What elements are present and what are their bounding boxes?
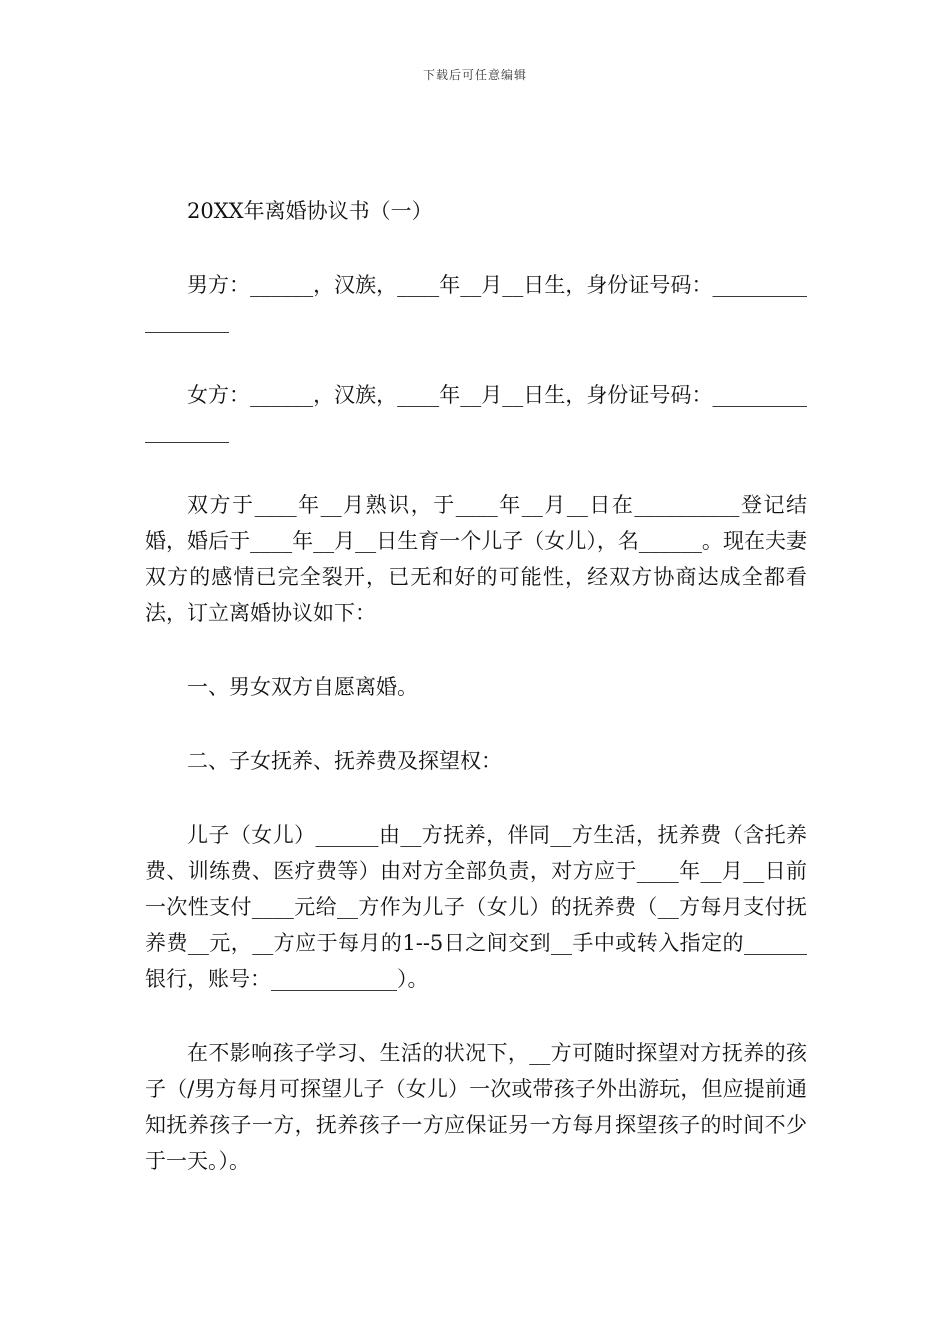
spacer [145,339,807,377]
spacer [145,779,807,817]
visitation-paragraph: 在不影响孩子学习、生活的状况下，__方可随时探望对方抚养的孩子（/男方每月可探望儿子（女儿）一次或带孩子外出游玩，但应提前通知抚养孩子一方，抚养孩子一方应保证另一方每月探望孩子的时间不少于一天。）。 [145,1041,807,1173]
document-body [145,193,807,1179]
spacer [145,229,807,267]
clause-one: 一、男女双方自愿离婚。 [187,675,418,699]
male-party-line: 男方：______，汉族，____年__月__日生，身份证号码：_________________ [145,273,807,333]
spacer [145,631,807,669]
spacer [145,705,807,743]
intro-paragraph: 双方于____年__月熟识，于____年__月__日在__________登记结婚，婚后于____年__月__日生育一个儿子（女儿），名______。现在夫妻双方的感情已完全裂开，已无和好的可能性，经双方协商达成全都看法，订立离婚协议如下： [145,493,807,625]
spacer [145,449,807,487]
clause-two: 二、子女抚养、抚养费及探望权： [187,749,502,773]
female-party-line: 女方：______，汉族，____年__月__日生，身份证号码：_________________ [145,383,807,443]
page-header: 下载后可任意编辑 [422,68,527,82]
custody-paragraph: 儿子（女儿）______由__方抚养，伴同__方生活，抚养费（含托养费、训练费、医疗费等）由对方全部负责，对方应于____年__月__日前一次性支付____元给__方作为儿子（女儿）的抚养费（__方每月支付抚养费__元，__方应于每月的1--5日之间交到__手中或转入指定的______银行，账号：____________）。 [145,823,807,991]
spacer [145,997,807,1035]
document-title: 20XX年离婚协议书（一） [187,199,433,223]
